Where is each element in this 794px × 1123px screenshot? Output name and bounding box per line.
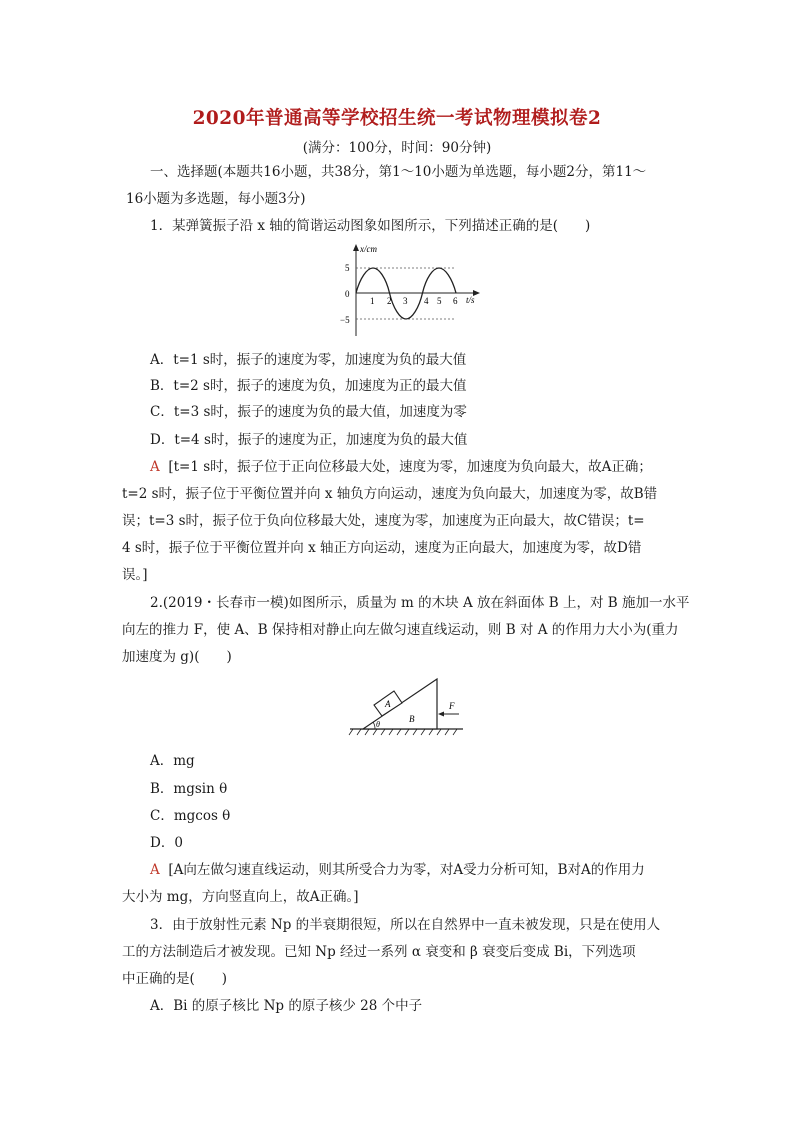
q3-stem-line-1: 3．由于放射性元素 Np 的半衰期很短，所以在自然界中一直未被发现，只是在使用人 xyxy=(150,917,661,933)
q2-incline-figure xyxy=(345,674,475,742)
q2-stem-line-1: 2.(2019・长春市一模)如图所示，质量为 m 的木块 A 放在斜面体 B 上，对 B 施加一水平 xyxy=(150,595,690,611)
q1-option-c: C．t=3 s时，振子的速度为负的最大值，加速度为零 xyxy=(150,404,467,420)
q1-graph-ytick-0: 0 xyxy=(345,289,350,299)
page-subtitle: (满分：100分，时间：90分钟) xyxy=(302,140,492,156)
q2-label-f: F xyxy=(449,701,455,711)
q3-stem-line-2: 工的方法制造后才被发现。已知 Np 经过一系列 α 衰变和 β 衰变后变成 Bi，下列选项 xyxy=(122,944,636,960)
q1-graph-xtick-5: 5 xyxy=(437,296,442,306)
q1-answer-letter: A xyxy=(150,459,160,475)
q2-force-arrowhead xyxy=(438,712,444,717)
q1-explanation-line-3: 误；t=3 s时，振子位于负向位移最大处，速度为零，加速度为正向最大，故C错误；t= xyxy=(122,513,645,529)
q1-explanation-line-4: 4 s时，振子位于平衡位置并向 x 轴正方向运动，速度为正向最大，加速度为零，故D错 xyxy=(122,540,642,556)
q2-answer-letter: A xyxy=(150,862,160,878)
q1-graph-y-arrow xyxy=(353,244,359,251)
q2-label-theta: θ xyxy=(376,720,380,729)
q1-graph-xtick-3: 3 xyxy=(403,296,408,306)
q2-option-b: B．mgsin θ xyxy=(150,781,228,797)
q2-option-a: A．mg xyxy=(150,753,195,769)
q1-graph-ytick-5: 5 xyxy=(345,263,350,273)
q2-ground-hatch xyxy=(349,729,457,735)
q1-graph-xtick-4: 4 xyxy=(424,296,429,306)
q1-stem: 1．某弹簧振子沿 x 轴的简谐运动图象如图所示，下列描述正确的是( ) xyxy=(150,218,591,234)
q1-graph-x-label: t/s xyxy=(466,295,475,305)
q1-explanation-line-1 xyxy=(150,457,652,477)
q2-explanation-line-2: 大小为 mg，方向竖直向上，故A正确。] xyxy=(122,889,359,905)
q2-label-b: B xyxy=(409,714,415,724)
q3-stem-line-3: 中正确的是( ) xyxy=(122,971,228,987)
q2-explanation-line-1 xyxy=(150,860,645,880)
q1-explanation-line-2: t=2 s时，振子位于平衡位置并向 x 轴负方向运动，速度为负向最大，加速度为零，故B错 xyxy=(122,486,658,502)
q1-option-a: A．t=1 s时，振子的速度为零，加速度为负的最大值 xyxy=(150,352,467,368)
q2-explanation-text-1: [A向左做匀速直线运动，则其所受合力为零，对A受力分析可知，B对A的作用力 xyxy=(168,862,645,878)
q1-option-b: B．t=2 s时，振子的速度为负，加速度为正的最大值 xyxy=(150,378,467,394)
q2-stem-line-3: 加速度为 g)( ) xyxy=(122,649,232,665)
q1-option-d: D．t=4 s时，振子的速度为正，加速度为负的最大值 xyxy=(150,432,468,448)
q1-graph-y-label: x/cm xyxy=(360,244,377,254)
section-heading-line-2: 16小题为多选题，每小题3分) xyxy=(126,191,306,207)
q1-graph-ytick-neg5: −5 xyxy=(340,315,350,325)
q2-option-d: D．0 xyxy=(150,835,183,851)
section-heading-line-1: 一、选择题(本题共16小题，共38分，第1～10小题为单选题，每小题2分，第11～ xyxy=(150,164,647,180)
q1-graph-xtick-6: 6 xyxy=(453,296,458,306)
q2-option-c: C．mgcos θ xyxy=(150,808,231,824)
q1-explanation-text-1: [t=1 s时，振子位于正向位移最大处，速度为零，加速度为负向最大，故A正确； xyxy=(168,459,652,475)
q2-label-a: A xyxy=(385,699,391,709)
q1-graph-xtick-1: 1 xyxy=(370,296,375,306)
q1-graph-xtick-2: 2 xyxy=(387,296,392,306)
page-title: 2020年普通高等学校招生统一考试物理模拟卷2 xyxy=(192,108,602,129)
q3-option-a: A．Bi 的原子核比 Np 的原子核少 28 个中子 xyxy=(150,998,423,1014)
q2-stem-line-2: 向左的推力 F，使 A、B 保持相对静止向左做匀速直线运动，则 B 对 A 的作用力大小为(重力 xyxy=(122,622,679,638)
q1-shm-graph xyxy=(330,240,490,340)
q1-explanation-line-5: 误。] xyxy=(122,567,148,583)
